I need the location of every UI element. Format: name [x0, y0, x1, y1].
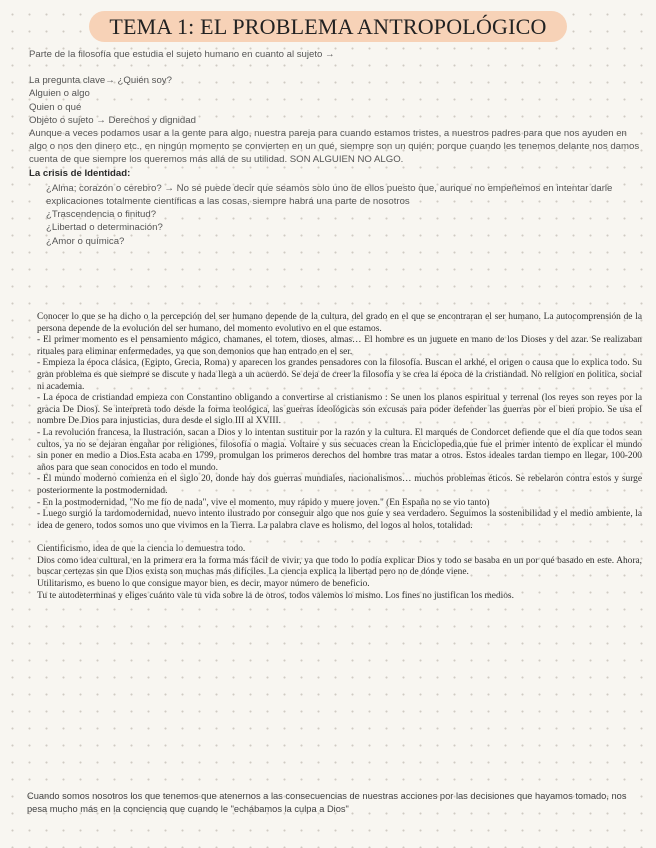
crisis-list — [29, 182, 646, 248]
history-paragraph: - Luego surgió la tardomodernidad, nuevo intento ilustrado por conseguir algo que nos guíe y sea verdadero. Seguimos la sostenibilidad y el medio ambiente, la idea de genero, todos somos uno que vivimos en la Tierra. La palabra clave es holismo, del logos al holos, totalidad. — [37, 509, 642, 531]
concept-paragraph: Tu te autodeterminas y eliges cuánto vale tu vida sobre la de otros, todos valemos lo mismo. Los fines no justifican los medios. — [37, 590, 514, 601]
history-section — [37, 312, 642, 602]
crisis-item: ¿Alma; corazón o cerebro? → No se puede decir que seamos solo uno de ellos puesto que, aunque no empeñemos en intentar darle explicaciones totalmente científicas a las cosas, siempre habrá una parte de nosotros — [46, 182, 613, 208]
crisis-item: ¿Trascendencia o finitud? — [46, 209, 157, 221]
explanation-text: Aunque a veces podamos usar a la gente para algo, nuestra pareja para cuando estamos tristes, a nuestros padres para que nos ayuden en algo o nos den dinero etc., en ningún momento se convierten en un qué, siempre son un quién; porque cuando les tenemos delante nos damos cuenta de que siempre los queremos más allá de su utilidad. SON ALGUIEN NO ALGO. — [29, 128, 640, 166]
key-question-text: La pregunta clave→ ¿Quién soy? — [29, 75, 172, 87]
concept-paragraph: Utilitarismo, es bueno lo que consigue mayor bien, es decir, mayor número de beneficio. — [37, 579, 370, 590]
crisis-item: ¿Amor o química? — [46, 235, 125, 247]
history-paragraph: - La revolución francesa, la Ilustración, sacan a Dios y lo intentan sustituir por la razón y la cultura. El marqués de Condorcet defiende que el día que todos sean cultos, ya no se dejaran engañar por religiones, filosofía o magia. Voltaire y sus secuaces crean la Enciclopedia,que fue el primer intento de explicar el mundo sin poner en medio a Dios.Esta acaba en 1799, promulgan los primeros derechos del hombre tras matar a otros. Estos ideales tardan tiempo en llegar, 100-200 años para que sean conocidos en todo el mundo. — [37, 427, 642, 473]
concept-paragraph: Dios como idea cultural, en la primera era la forma más fácil de vivir, ya que todo lo podía explicar Dios y todo se basaba en un por qué basado en este. Ahora, buscar certezas sin que Dios exista son muchas más difíciles. La ciencia explica la libertad pero no de dónde viene. — [37, 555, 642, 578]
history-paragraph: - La época de cristiandad empieza con Constantino obligando a convertirse al cristianismo : Se unen los planos espiritual y terrenal (los reyes son reyes por la gracia De Dios). Se interpreta todo desde la forma teológica, las guerras ideológicas son excusas para poder defender las guerras por el bien propio. Se usa el nombre De Dios para injusticias, dura desde el siglo III al XVIII. — [37, 393, 642, 427]
page-title: TEMA 1: EL PROBLEMA ANTROPOLÓGICO — [89, 11, 566, 42]
history-paragraph: Conocer lo que se ha dicho o la percepción del ser humano depende de la cultura, del grado en el que se encontraran el ser humano. La autocomprensión de la persona depende de la evolución del ser humano, del momento evolutivo en el que estamos. — [37, 312, 642, 334]
history-paragraph: - El mundo moderno comienza en el siglo 20, donde hay dos guerras mundiales, nacionalismos… muchos problemas éticos. Se rebelaron contra estos y surge posteriormente la postmodernidad. — [37, 474, 642, 496]
concept-paragraph: Cientificismo, idea de que la ciencia lo demuestra todo. — [37, 544, 246, 555]
intro-section — [29, 48, 646, 248]
history-paragraph: - En la postmodernidad, "No me fío de nada", vive el momento, muy rápido y muere joven." (En España no se vio tanto) — [37, 497, 490, 508]
crisis-heading: La crisis de Identidad: — [29, 167, 131, 179]
history-paragraph: - El primer momento es el pensamiento mágico, chamanes, el totem, dioses, almas… El hombre es un juguete en mano de los Dioses y del azar. Se realizaban rituales para eliminar enfermedades, ya que son demonios que han entrado en el ser. — [37, 335, 642, 357]
footer-section — [27, 790, 636, 816]
definition-text: Parte de la filosofía que estudia el sujeto humano en cuanto al sujeto → — [29, 49, 335, 60]
option-item: Alguien o algo — [29, 88, 90, 100]
history-paragraph: - Empieza la época clásica, (Egipto, Grecia, Roma) y aparecen los grandes pensadores con la filosofía. Buscan el arkhé, el origen o causa que lo explica todo. Su gran problema es que siempre se discute y nada llega a un acuerdo. Se deja de creer la filosofía y se crea la época de la cristiandad. No religion en politica, social ni academia. — [37, 358, 642, 392]
title-container — [0, 11, 656, 42]
crisis-item: ¿Libertad o determinación? — [46, 222, 163, 234]
footer-text: Cuando somos nosotros los que tenemos que atenernos a las consecuencias de nuestras acciones por las decisiones que hayamos tomado, nos pesa mucho más en la conciencia que cuando le "echábamos la culpa a Dios" — [27, 791, 627, 814]
option-item: Objeto o sujeto → Derechos y dignidad — [29, 114, 196, 126]
option-item: Quien o qué — [29, 101, 82, 113]
